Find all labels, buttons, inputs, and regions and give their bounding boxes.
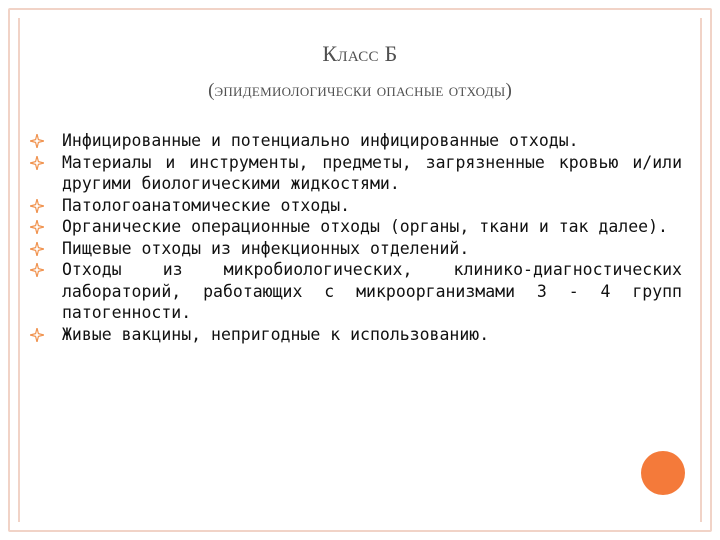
diamond-bullet-icon <box>30 156 44 170</box>
list-item <box>30 238 682 260</box>
diamond-bullet-icon <box>30 134 44 148</box>
list-item-text: Отходы из микробиологических, клинико-диагностических лабораторий, работающих с микроорганизмами 3 - 4 групп патогенности. <box>62 260 682 322</box>
bullet-list <box>30 130 682 345</box>
title-line-2 <box>40 78 680 104</box>
decorative-orange-circle <box>641 451 685 495</box>
title-subtitle-text: эпидемиологически опасные отходы <box>214 80 506 101</box>
title-line-1: Класс Б <box>322 41 398 66</box>
list-item <box>30 130 682 152</box>
diamond-bullet-icon <box>30 263 44 277</box>
list-item-text: Инфицированные и потенциально инфицированные отходы. <box>62 131 579 150</box>
diamond-bullet-icon <box>30 220 44 234</box>
list-item <box>30 195 682 217</box>
list-item-text: Материалы и инструменты, предметы, загрязненные кровью и/или другими биологическими жидкостями. <box>62 152 682 193</box>
list-item-text: Патологоанатомические отходы. <box>62 195 351 215</box>
diamond-bullet-icon <box>30 242 44 256</box>
list-item <box>30 324 682 346</box>
frame-right-rule <box>700 18 702 522</box>
list-item-text: Органические операционные отходы (органы, ткани и так далее). <box>62 217 668 236</box>
list-item-text: Живые вакцины, непригодные к использованию. <box>62 324 490 344</box>
diamond-bullet-icon <box>30 328 44 342</box>
list-item <box>30 259 682 324</box>
slide-title <box>40 40 680 104</box>
list-item <box>30 216 682 238</box>
diamond-bullet-icon <box>30 199 44 213</box>
title-paren-close: ) <box>505 80 512 101</box>
list-item <box>30 152 682 195</box>
list-item-text: Пищевые отходы из инфекционных отделений. <box>62 238 470 258</box>
frame-left-rule <box>18 18 20 522</box>
title-paren-open: ( <box>208 80 215 101</box>
